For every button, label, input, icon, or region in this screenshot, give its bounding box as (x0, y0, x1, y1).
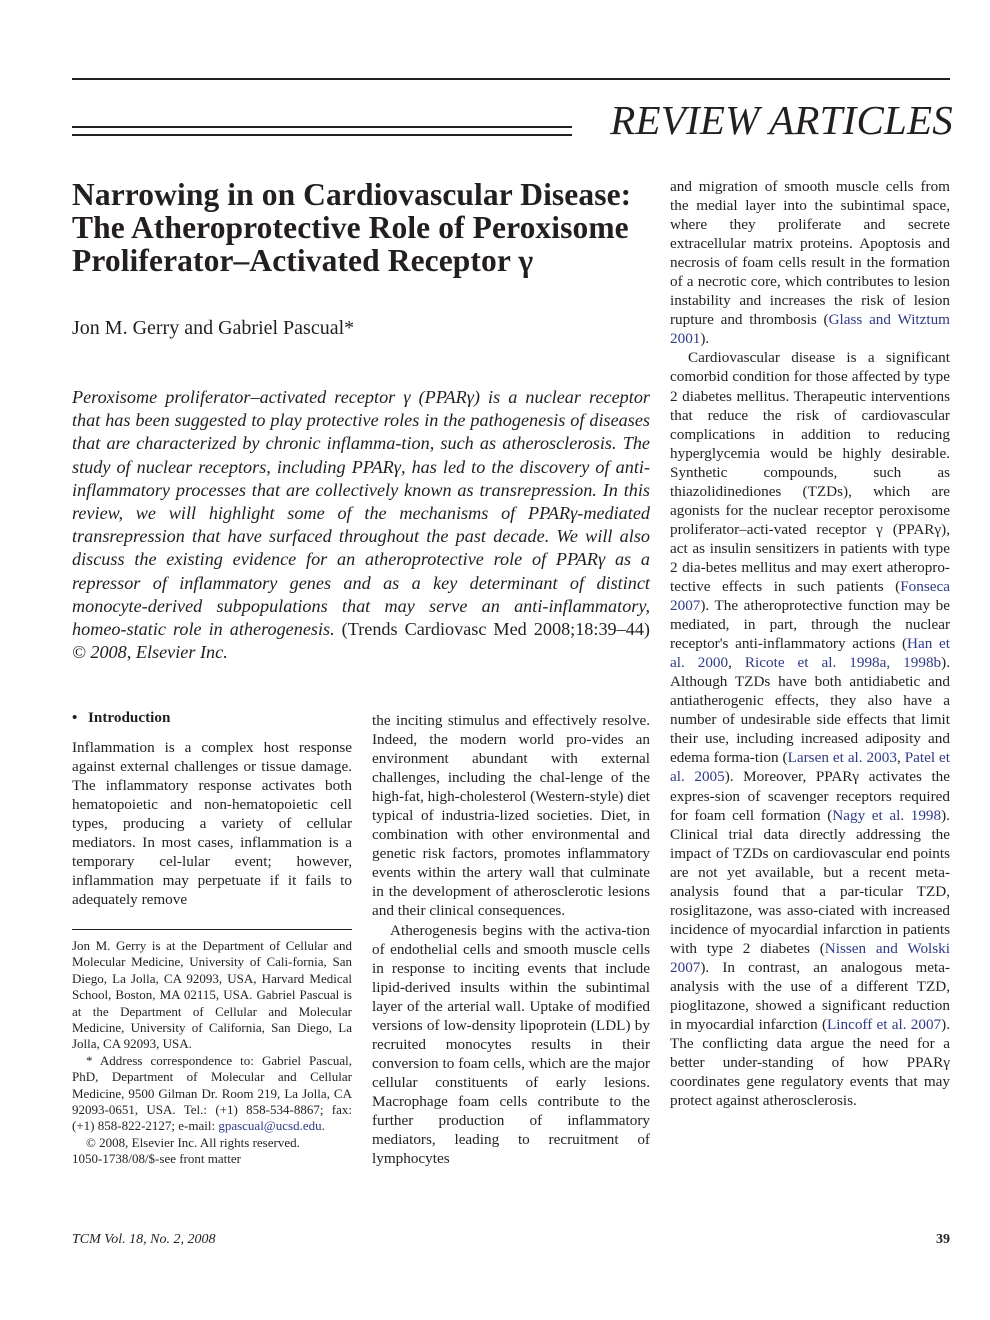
footnote-correspondence-text: * Address correspondence to: Gabriel Pascual, PhD, Department of Molecular and Cellular Medicine, 9500 Gilman Dr. Room 219, La Jolla, CA 92093-0651, USA. Tel.: (+1) 858-534-8867; fax: (+1) 858-822-2127; e-mail: (72, 1052, 352, 1134)
footnote-email-link[interactable]: gpascual@ucsd.edu (218, 1118, 322, 1134)
col3-p2-t1: Cardiovascular disease is a significant comorbid condition for those affected by type 2 diabetes mellitus. Therapeutic interventions that reduce the risk of cardiovascular complications in addition to reducing hyperglycemia would be highly desirable. Synthetic compounds, such as thiazolidinediones (TZDs), which are agonists for the nuclear receptor peroxisome proliferator–acti-vated receptor γ (PPARγ), act as insulin sensitizers in patients with type 2 dia-betes mellitus and may exert atheropro-tective effects in such patients ( (670, 349, 950, 595)
col3-p1-text: and migration of smooth muscle cells from the medial layer into the subintimal space, where they proliferate and secrete extracellular matrix proteins. Apoptosis and necrosis of foam cells result in the formation of a necrotic core, which contributes to lesion instability and increases the risk of lesion rupture and thrombosis ( (670, 178, 950, 329)
footer-page-number: 39 (936, 1232, 950, 1247)
col3-p2-t2: ). The atheroprotective function may be mediated, in part, through the nuclear receptor's anti-inflammatory actions ( (670, 597, 950, 653)
article-title: Narrowing in on Cardiovascular Disease: The Atheroprotective Role of Peroxisome Proliferator–Activated Receptor γ (72, 177, 632, 278)
ref-nissen-wolski[interactable]: Nissen and Wolski 2007 (670, 939, 950, 976)
ref-glass-witztum[interactable]: Glass and Witztum 2001 (670, 311, 950, 348)
col3-p2-t5: , (896, 749, 905, 767)
col2-paragraph-2: Atherogenesis begins with the activa-tion of endothelial cells and smooth muscle cells in response to inciting events that include lipid-derived insults within the subintimal layer of the arterial wall. Uptake of modified versions of low-density lipoprotein (LDL) by recruited monocytes results in their conversion to foam cells, which are the major cellular constituents of early lesions. Macrophage foam cells contribute to the further production of inflammatory mediators, leading to recruitment of lymphocytes (372, 921, 650, 1168)
column-2 (372, 711, 650, 1168)
footnote-rights: © 2008, Elsevier Inc. All rights reserved. (86, 1134, 300, 1150)
ref-fonseca[interactable]: Fonseca 2007 (670, 577, 950, 615)
abstract (72, 386, 650, 664)
col1-paragraph: Inflammation is a complex host response against external challenges or tissue damage. The inflammatory response activates both hematopoietic and non-hematopoietic cell types, producing a variety of cellular mediators. In most cases, inflammation is a temporary cel-lular event; however, inflammation may perpetuate if it fails to adequately remove (72, 739, 352, 909)
abstract-copyright: © 2008, Elsevier Inc. (72, 642, 228, 663)
col3-paragraph-1 (670, 177, 950, 348)
col3-p2-t9: ). The conflicting data argue the need for a better under-standing of how PPARγ coordinates gene regulatory events that may protect against atherosclerosis. (670, 1016, 950, 1110)
ref-ricote[interactable]: Ricote et al. 1998a, 1998b (744, 654, 942, 672)
ref-larsen[interactable]: Larsen et al. 2003 (787, 749, 897, 767)
column-1 (72, 738, 352, 909)
footnote-issn: 1050-1738/08/$-see front matter (72, 1151, 241, 1167)
column-3 (670, 177, 950, 1110)
footnote-separator (72, 929, 352, 930)
article-authors: Jon M. Gerry and Gabriel Pascual* (72, 317, 355, 339)
col3-p2-t6: ). Moreover, PPARγ activates the expres-sion of scavenger receptors required for foam cell formation ( (670, 768, 950, 824)
abstract-text: Peroxisome proliferator–activated receptor γ (PPARγ) is a nuclear receptor that has been suggested to play protective roles in the pathogenesis of diseases that are characterized by chronic inflamma-tion, such as atherosclerosis. The study of nuclear receptors, including PPARγ, has led to the discovery of anti-inflammatory processes that are collectively known as transrepression. In this review, we will highlight some of the mechanisms of PPARγ-mediated transrepression that have surfaced throughout the past decade. We will also discuss the existing evidence for an atheroprotective role of PPARγ as a repressor of inflammatory genes and as a key determinant of distinct monocyte-derived subpopulations that may serve an anti-inflammatory, homeo-static role in atherogenesis. (72, 387, 650, 640)
ref-lincoff[interactable]: Lincoff et al. 2007 (827, 1016, 942, 1034)
col3-p2-t7: ). Clinical trial data directly addressing the impact of TZDs on cardiovascular end points are not yet available, but a recent meta-analysis found that a par-ticular TZD, rosiglitazone, was asso-ciated with increased incidence of myocardial infarction in patients with type 2 diabetes ( (670, 806, 950, 957)
author-footnote (72, 938, 352, 1168)
footer-journal: TCM Vol. 18, No. 2, 2008 (72, 1232, 216, 1247)
footnote-correspondence (72, 1053, 352, 1135)
header-left-rule-upper (72, 126, 572, 128)
section-heading-label: Introduction (88, 709, 171, 726)
ref-nagy[interactable]: Nagy et al. 1998 (832, 806, 942, 824)
col3-p2-t4: ). Although TZDs have both antidiabetic and antiatherogenic effects, they also have a number of undesirable side effects that limit their use, including increased adiposity and edema forma-tion ( (670, 654, 950, 767)
col3-p1-end: ). (700, 330, 710, 348)
ref-patel[interactable]: Patel et al. 2005 (670, 749, 951, 786)
col3-p2-t3: , (728, 654, 745, 672)
ref-han[interactable]: Han et al. 2000 (670, 635, 951, 672)
col3-p2-t8: ). In contrast, an analogous meta-analysis with the use of a different TZD, pioglitazone, showed a significant reduction in myocardial infarction ( (670, 958, 950, 1034)
header-top-rule (72, 78, 950, 80)
header-left-rule-lower (72, 134, 572, 136)
footnote-affiliation: Jon M. Gerry is at the Department of Cellular and Molecular Medicine, University of Cali-fornia, San Diego, La Jolla, CA 92093, USA, Harvard Medical School, Boston, MA 02115, USA. Gabriel Pascual is at the Department of Cellular and Molecular Medicine, University of California, San Diego, La Jolla, CA 92093, USA. (72, 938, 352, 1052)
abstract-citation: (Trends Cardiovasc Med 2008;18:39–44) (341, 619, 650, 640)
col3-paragraph-2 (670, 348, 950, 1110)
section-header-title: REVIEW ARTICLES (610, 97, 953, 143)
col2-paragraph-1: the inciting stimulus and effectively resolve. Indeed, the modern world pro-vides an environment abundant with external challenges, including the chal-lenge of the high-fat, high-cholesterol (Western-style) diet typical of industria-lized societies. Diet, in combination with other environmental and genetic risk factors, promotes inflammatory events within the artery wall that culminate in the development of atherosclerotic lesions and their clinical consequences. (372, 712, 650, 920)
bullet-icon: • (72, 709, 78, 726)
section-heading-introduction (72, 708, 170, 727)
footnote-email-end: . (321, 1118, 325, 1134)
